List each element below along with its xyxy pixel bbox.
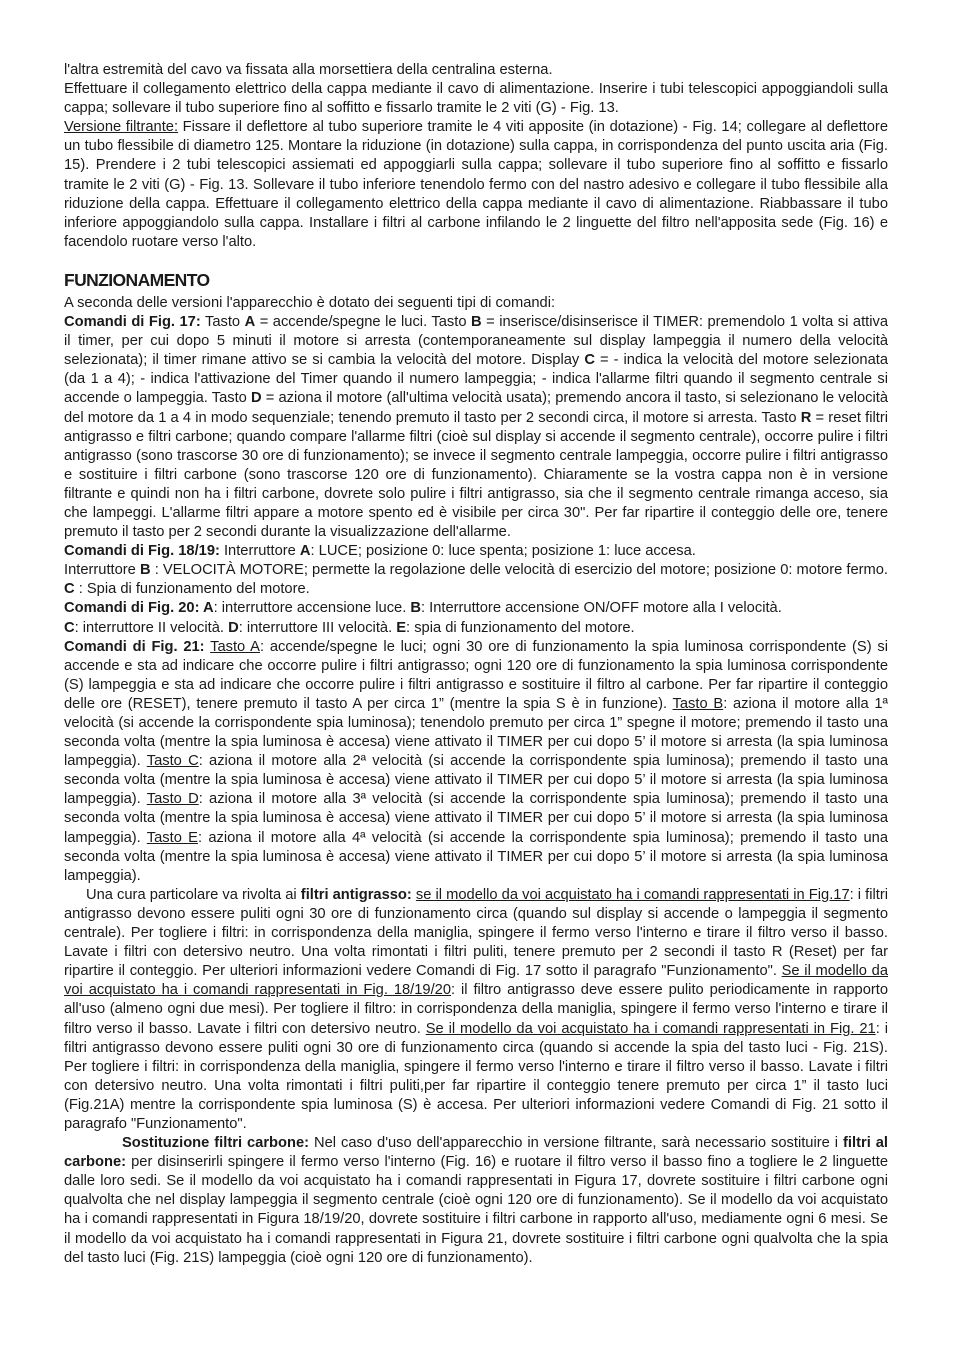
fig20-controls-paragraph-2: C: interruttore II velocità. D: interruttore III velocità. E: spia di funzionamento del motore. [64,619,635,636]
fig1819-controls-paragraph-1: Comandi di Fig. 18/19: Interruttore A: LUCE; posizione 0: luce spenta; posizione 1: luce accesa. [64,543,696,560]
carbon-filters-paragraph: Sostituzione filtri carbone: Nel caso d'uso dell'apparecchio in versione filtrante, sarà necessario sostituire i filtri al carbone: per disinserirli spingere il fermo verso l'interno (Fig. 16) e ruotare il filtro verso il basso fino a togliere le 2 linguette dalle loro sedi. Se il modello da voi acquistato ha i comandi rappresentati in Figura 17, dovrete sostituire i filtri carbone ogni qualvolta che nel display lampeggia il segmento centrale (cioè ogni 120 ore di funzionamento). Se il modello da voi acquistato ha i comandi rappresentati in Figura 18/19/20, dovrete sostituire i filtri carbone in rapporto all'uso, mediamente ogni 6 mesi. Se il modello da voi acquistato ha i comandi rappresentati in Figura 21, dovrete sostituire i filtri carbone ogni qualvolta che la spia del tasto luci (Fig. 21S) lampeggia (cioè ogni 120 ore di funzionamento). [64,1135,888,1266]
section-heading-funzionamento: FUNZIONAMENTO [64,269,210,290]
fig20-controls-paragraph-1: Comandi di Fig. 20: A: interruttore accensione luce. B: Interruttore accensione ON/OFF motore alla I velocità. [64,600,782,617]
fig21-label: Comandi di Fig. 21: [64,638,205,655]
fig1819-label: Comandi di Fig. 18/19: [64,543,220,560]
controls-intro: A seconda delle versioni l'apparecchio è dotato dei seguenti tipi di comandi: [64,294,556,311]
fig17-controls-paragraph: Comandi di Fig. 17: Tasto A = accende/spegne le luci. Tasto B = inserisce/disinserisce il TIMER: premendolo 1 volta si attiva il timer, per cui dopo 5 minuti il motore si arresta (contemporaneamente sul display lampeggia il numero della velocità selezionata); il timer rimane attivo se si cambia la velocità del motore. Display C = - indica la velocità del motore selezionata (da 1 a 4); - indica l'attivazione del Timer quando il numero lampeggia; - indica l'allarme filtri quando il segmento centrale si accende o lampeggia. Tasto D = aziona il motore (all'ultima velocità usata); premendo ancora il tasto, si selezionano le velocità del motore da 1 a 4 in modo sequenziale; tenendo premuto il tasto per 2 secondi circa, il motore si arresta. Tasto R = reset filtri antigrasso e filtri carbone; quando compare l'allarme filtri (cioè sul display si accende il segmento centrale), occorre pulire i filtri antigrasso (sono trascorse 30 ore di funzionamento); se invece il segmento centrale lampeggia, occorre pulire i filtri antigrasso e sostituire i filtri carbone (sono trascorse 120 ore di funzionamento). Chiaramente se la vostra cappa non è in versione filtrante e quindi non ha i filtri carbone, dovrete solo pulire i filtri antigrasso, sia che il segmento centrale rimanga acceso, sia che lampeggi. L'allarme filtri appare a motore spento ed è visibile per circa 30". Per far ripartire il conteggio delle ore, tenere premuto il tasto per 2 secondi durante la visualizzazione dell'allarme. [64,314,888,541]
fig21-controls-paragraph: Comandi di Fig. 21: Tasto A: accende/spegne le luci; ogni 30 ore di funzionamento la spia luminosa corrispondente (S) si accende e sta ad indicare che occorre pulire i filtri antigrasso; ogni 120 ore di funzionamento la spia luminosa corrispondente (S) lampeggia e sta ad indicare che occorre pulire i filtri antigrasso e sostituire il filtro al carbone. Per far ripartire il conteggio delle ore (RESET), tenere premuto il tasto A per circa 1” (mentre la spia S è in funzione). Tasto B: aziona il motore alla 1ª velocità (si accende la corrispondente spia luminosa); tenendolo premuto per circa 1” spegne il motore; premendo il tasto una seconda volta (mentre la spia luminosa è accesa) viene attivato il TIMER per cui dopo 5’ il motore si arresta (la spia luminosa lampeggia). Tasto C: aziona il motore alla 2ª velocità (si accende la corrispondente spia luminosa); premendo il tasto una seconda volta (mentre la spia luminosa è accesa) viene attivato il TIMER per cui dopo 5’ il motore si arresta (la spia luminosa lampeggia). Tasto D: aziona il motore alla 3ª velocità (si accende la corrispondente spia luminosa); premendo il tasto una seconda volta (mentre la spia luminosa è accesa) viene attivato il TIMER per cui dopo 5’ il motore si arresta (la spia luminosa lampeggia). Tasto E: aziona il motore alla 4ª velocità (si accende la corrispondente spia luminosa); premendo il tasto una seconda volta (mentre la spia luminosa è accesa) viene attivato il TIMER per cui dopo 5’ il motore si arresta (la spia luminosa lampeggia). [64,638,888,884]
fig17-label: Comandi di Fig. 17: [64,314,201,331]
fig20-label: Comandi di Fig. 20: [64,600,203,617]
filter-version-label: Versione filtrante: [64,119,179,136]
intro-paragraph-1: l'altra estremità del cavo va fissata alla morsettiera della centralina esterna. [64,62,553,78]
filter-version-paragraph [64,118,888,252]
grease-filters-paragraph: Una cura particolare va rivolta ai filtri antigrasso: se il modello da voi acquistato ha i comandi rappresentati in Fig.17: i filtri antigrasso devono essere puliti ogni 30 ore di funzionamento circa (quando sul display si accende o lampeggia il segmento centrale). Per togliere i filtri: in corrispondenza della maniglia, spingere il fermo verso l'interno e tirare il filtro verso il basso. Lavate i filtri con detersivo neutro. Una volta rimontati i filtri puliti, tenere premuto per 2 secondi il tasto R (Reset) per far ripartire il conteggio. Per ulteriori informazioni vedere Comandi di Fig. 17 sotto il paragrafo "Funzionamento". Se il modello da voi acquistato ha i comandi rappresentati in Fig. 18/19/20: il filtro antigrasso deve essere pulito periodicamente in rapporto all'uso (almeno ogni due mesi). Per togliere il filtro: in corrispondenza della maniglia, spingere il fermo verso l'interno e tirare il filtro verso il basso. Lavate i filtri con detersivo neutro. Se il modello da voi acquistato ha i comandi rappresentati in Fig. 21: i filtri antigrasso devono essere puliti ogni 30 ore di funzionamento circa (quando si accende la spia del tasto luci - Fig. 21S). Per togliere i filtri: in corrispondenza della maniglia, spingere il fermo verso l'interno e tirare il filtro verso il basso. Lavate i filtri con detersivo neutro. Una volta rimontati i filtri puliti,per far ripartire il conteggio tenere premuto per circa 1” il tasto luci (Fig.21A) mentre la corrispondente spia luminosa (S) è accesa. Per ulteriori informazioni vedere Comandi di Fig. 21 sotto il paragrafo "Funzionamento". [64,886,889,1132]
fig1819-controls-paragraph-2: Interruttore B : VELOCITÀ MOTORE; permette la regolazione delle velocità di esercizio del motore; posizione 0: motore fermo. C : Spia di funzionamento del motore. [64,562,889,598]
filter-version-text: Fissare il deflettore al tubo superiore tramite le 4 viti apposite (in dotazione) - Fig. 14; collegare al deflettore un tubo flessibile di diametro 125. Montare la riduzione (in dotazione) sulla cappa, in corrispondenza del punto uscita aria (Fig. 15). Prendere i 2 tubi telescopici assiemati ed appoggiarli sulla cappa; sollevare il tubo superiore fino al soffitto e fissarlo tramite le 2 viti (G) - Fig. 13. Sollevare il tubo inferiore tenendolo fermo con del nastro adesivo e collegare il tubo flessibile alla riduzione della cappa. Effettuare il collegamento elettrico della cappa mediante il cavo di alimentazione. Riabbassare il tubo inferiore appoggiandolo sulla cappa. Installare i filtri al carbone infilando le 2 linguette del filtro nell'apposita sede (Fig. 16) e facendolo ruotare verso l'alto. [64,119,888,250]
intro-paragraph-2: Effettuare il collegamento elettrico della cappa mediante il cavo di alimentazione. Inserire i tubi telescopici appoggiandoli sulla cappa; sollevare il tubo superiore fino al soffitto e fissarlo tramite le 2 viti (G) - Fig. 13. [64,81,888,117]
